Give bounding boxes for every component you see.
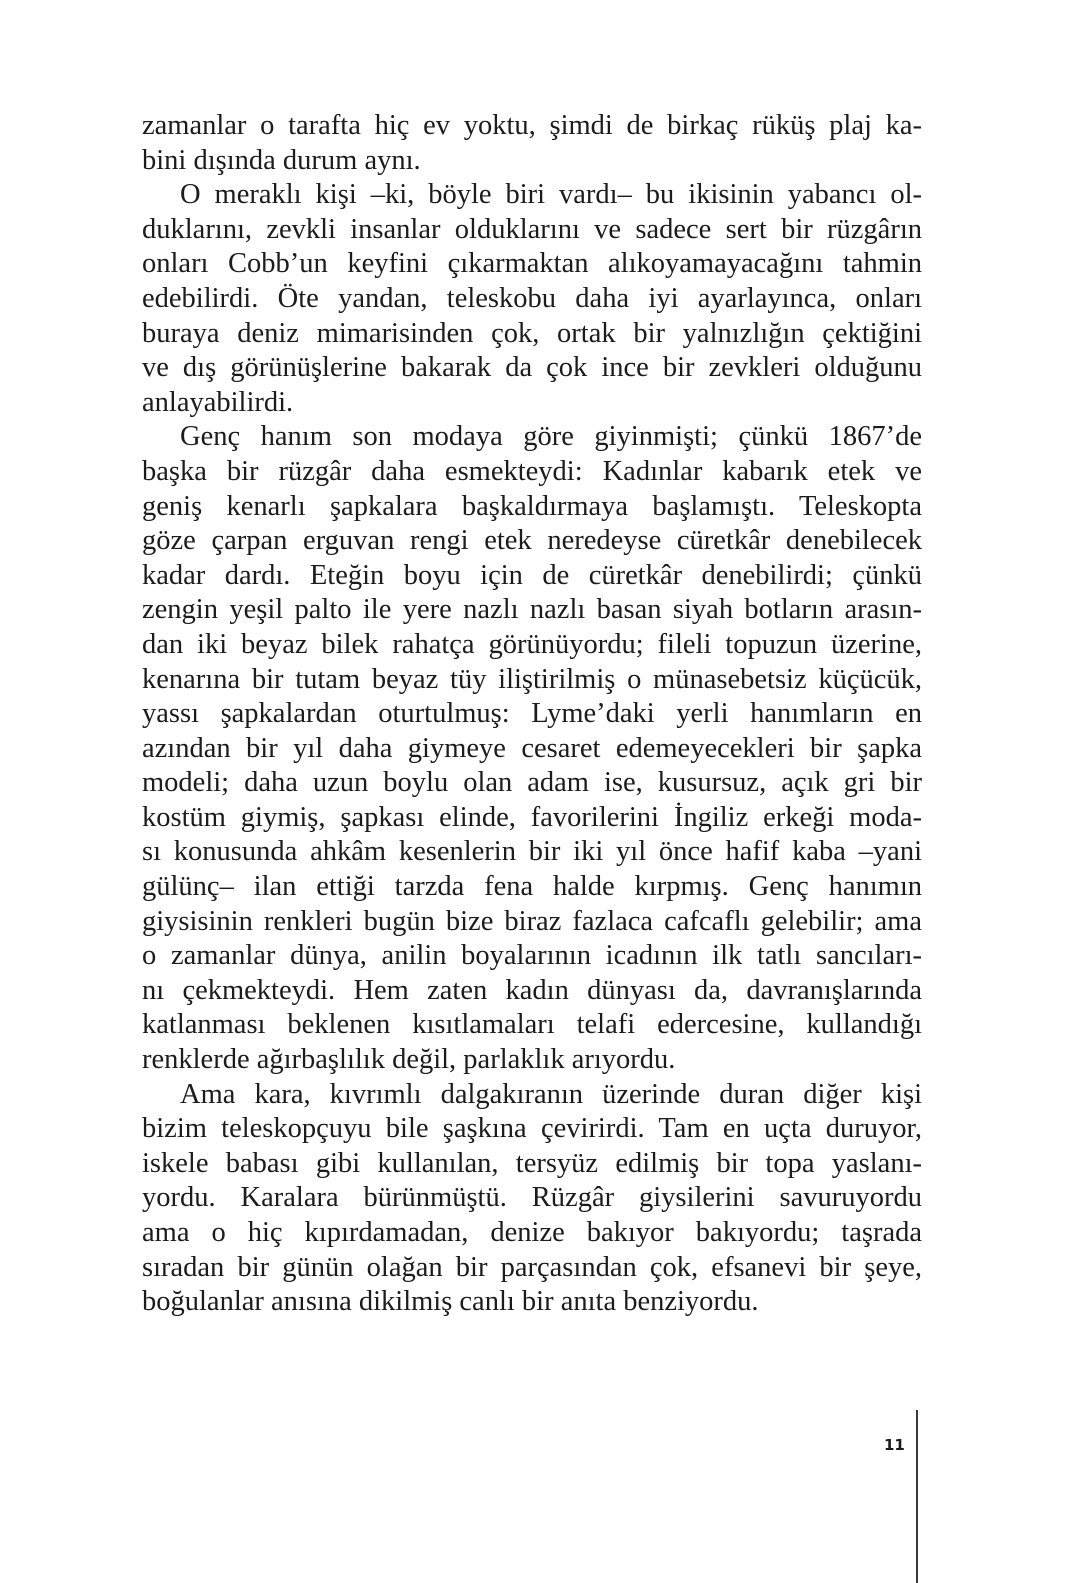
text-line: katlanması beklenen kısıtlamaları telafi edercesine, kullandığı <box>142 1009 922 1041</box>
text-line: ama o hiç kıpırdamadan, denize bakıyor bakıyordu; taşrada <box>142 1217 922 1248</box>
text-line: yassı şapkalardan oturtulmuş: Lyme’daki yerli hanımların en <box>142 698 922 730</box>
text-line: Genç hanım son modaya göre giyinmişti; çünkü 1867’de <box>180 421 922 453</box>
text-line: yordu. Karalara bürünmüştü. Rüzgâr giysilerini savuruyordu <box>142 1182 922 1214</box>
text-line: O meraklı kişi –ki, böyle biri vardı– bu ikisinin yabancı ol- <box>180 179 922 211</box>
text-line: iskele babası gibi kullanılan, tersyüz edilmiş bir topa yaslanı- <box>142 1147 922 1179</box>
text-line: kostüm giymiş, şapkası elinde, favorilerini İngiliz erkeği moda- <box>142 801 922 833</box>
text-line: nı çekmekteydi. Hem zaten kadın dünyası da, davranışlarında <box>142 974 922 1006</box>
text-line: giysisinin renkleri bugün bize biraz fazlaca cafcaflı gelebilir; ama <box>142 905 922 937</box>
text-line: ve dış görünüşlerine bakarak da çok ince bir zevkleri olduğunu <box>142 352 922 384</box>
text-line: kadar dardı. Eteğin boyu için de cüretkâr denebilirdi; çünkü <box>142 559 922 591</box>
text-line: zamanlar o tarafta hiç ev yoktu, şimdi de birkaç rüküş plaj ka- <box>142 110 922 141</box>
text-line: modeli; daha uzun boylu olan adam ise, kusursuz, açık gri bir <box>142 767 922 799</box>
text-line: sı konusunda ahkâm kesenlerin bir iki yıl önce hafif kaba –yani <box>142 836 922 868</box>
text-line: kenarına bir tutam beyaz tüy iliştirilmiş o münasebetsiz küçücük, <box>142 663 922 695</box>
text-line: Ama kara, kıvrımlı dalgakıranın üzerinde duran diğer kişi <box>180 1078 922 1110</box>
text-line: zengin yeşil palto ile yere nazlı nazlı basan siyah botların arasın- <box>142 594 922 626</box>
page-number-rule <box>916 1410 918 1583</box>
text-line: edebilirdi. Öte yandan, teleskobu daha iyi ayarlayınca, onları <box>142 282 922 314</box>
text-line: bizim teleskopçuyu bile şaşkına çevirirdi. Tam en uçta duruyor, <box>142 1113 922 1145</box>
text-line: başka bir rüzgâr daha esmekteydi: Kadınlar kabarık etek ve <box>142 455 922 487</box>
text-line: o zamanlar dünya, anilin boyalarının icadının ilk tatlı sancıları- <box>142 940 922 972</box>
text-line: renklerde ağırbaşlılık değil, parlaklık arıyordu. <box>142 1044 676 1076</box>
text-line: gülünç– ilan ettiği tarzda fena halde kırpmış. Genç hanımın <box>142 871 922 903</box>
text-line: sıradan bir günün olağan bir parçasından çok, efsanevi bir şeye, <box>142 1251 922 1283</box>
text-line: dan iki beyaz bilek rahatça görünüyordu; fileli topuzun üzerine, <box>142 628 922 660</box>
text-line: göze çarpan erguvan rengi etek neredeyse cüretkâr denebilecek <box>142 525 922 557</box>
text-line: anlayabilirdi. <box>142 386 294 418</box>
text-line: buraya deniz mimarisinden çok, ortak bir yalnızlığın çektiğini <box>142 317 922 349</box>
text-line: geniş kenarlı şapkalara başkaldırmaya başlamıştı. Teleskopta <box>142 490 922 522</box>
text-line: onları Cobb’un keyfini çıkarmaktan alıkoyamayacağını tahmin <box>142 248 922 280</box>
text-line: bini dışında durum aynı. <box>142 144 421 176</box>
text-line: boğulanlar anısına dikilmiş canlı bir anıta benziyordu. <box>142 1286 759 1318</box>
text-line: duklarını, zevkli insanlar olduklarını ve sadece sert bir rüzgârın <box>142 213 922 245</box>
text-line: azından bir yıl daha giymeye cesaret edemeyecekleri bir şapka <box>142 732 922 764</box>
page-number: 11 <box>884 1436 905 1454</box>
body-text <box>142 109 922 1320</box>
